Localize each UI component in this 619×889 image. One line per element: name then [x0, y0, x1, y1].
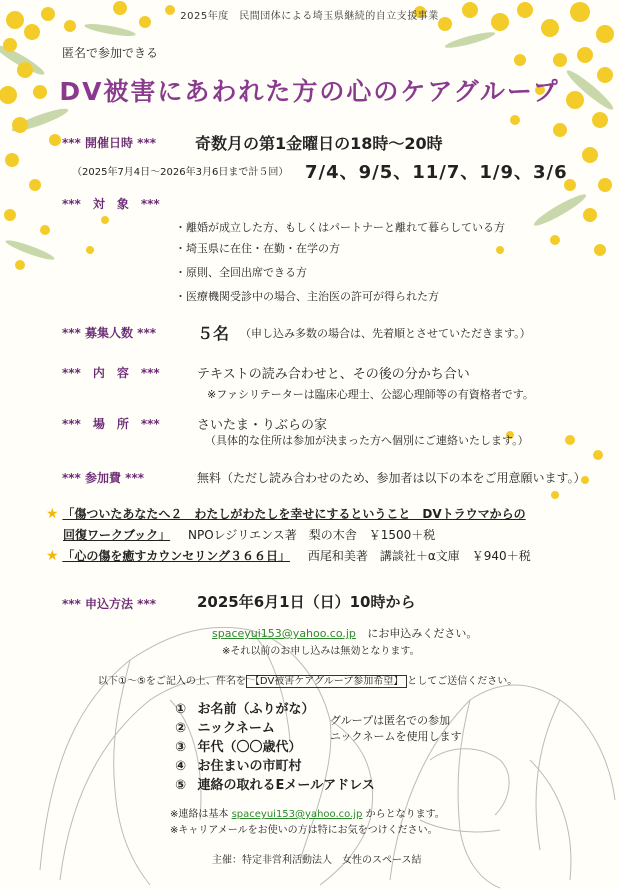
- item-number: ⑤: [175, 778, 187, 793]
- carrier-note: ※キャリアメールをお使いの方は特にお気をつけください。: [170, 825, 438, 836]
- schedule-dates: 7/4、9/5、11/7、1/9、3/6: [305, 162, 568, 183]
- book-1-line-1: [46, 505, 526, 522]
- capacity-label: *** 募集人数 ***: [62, 326, 157, 340]
- item-number: ①: [175, 702, 187, 717]
- target-item: ・離婚が成立した方、もしくはパートナーと離れて暮らしている方: [175, 221, 505, 234]
- schedule-label: *** 開催日時 ***: [62, 136, 157, 150]
- program-caption: 2025年度 民間団体による埼玉県継続的自立支援事業: [180, 11, 439, 22]
- page-title: DV被害にあわれた方の心のケアグループ: [59, 77, 560, 106]
- contact-post: からとなります。: [365, 809, 445, 820]
- instruction-post: としてご送信ください。: [407, 676, 518, 687]
- apply-item: [175, 774, 375, 793]
- item-number: ②: [175, 721, 187, 736]
- item-text: お名前（ふりがな）: [197, 702, 315, 717]
- contact-email-link[interactable]: spaceyui153@yahoo.co.jp: [231, 809, 363, 820]
- book-1-line-2: [63, 526, 435, 543]
- schedule-text: 奇数月の第1金曜日の18時～20時: [195, 134, 443, 153]
- fee-text: 無料（ただし読み合わせのため、参加者は以下の本をご用意願います。）: [197, 471, 586, 485]
- item-text: 連絡の取れるEメールアドレス: [197, 778, 375, 793]
- side-note-1: グループは匿名での参加: [330, 714, 451, 727]
- item-text: ニックネーム: [197, 721, 275, 736]
- place-label: *** 場 所 ***: [62, 417, 160, 431]
- book-1-publisher: NPOレジリエンス著 梨の木舎 ￥1500＋税: [188, 528, 436, 542]
- apply-email-line: [212, 625, 477, 641]
- apply-instruction: [98, 672, 517, 687]
- instruction-subject: 【DV被害ケアグループ参加希望】: [246, 675, 407, 688]
- target-item: ・埼玉県に在住・在勤・在学の方: [175, 242, 340, 255]
- target-item: ・医療機関受診中の場合、主治医の許可が得られた方: [175, 290, 439, 303]
- book-2-publisher: 西尾和美著 講談社＋α文庫 ￥940＋税: [307, 549, 531, 563]
- item-number: ③: [175, 740, 187, 755]
- apply-item: [175, 698, 315, 717]
- anonymous-note: 匿名で参加できる: [62, 46, 159, 60]
- item-text: 年代（〇〇歳代）: [197, 740, 302, 755]
- apply-start: 2025年6月1日（日）10時から: [197, 593, 416, 611]
- contact-note: [170, 805, 445, 820]
- content-label: *** 内 容 ***: [62, 366, 160, 380]
- place-text: さいたま・りぶらの家: [197, 418, 328, 433]
- line-drawing: [40, 627, 615, 888]
- star-icon: ★: [46, 548, 59, 564]
- organizer: 主催：特定非営利活動法人 女性のスペース結: [212, 855, 422, 866]
- item-number: ④: [175, 759, 187, 774]
- target-label: *** 対 象 ***: [62, 197, 160, 211]
- capacity-note: （申し込み多数の場合は、先着順とさせていただきます。）: [240, 327, 531, 340]
- apply-email-link[interactable]: spaceyui153@yahoo.co.jp: [212, 627, 356, 640]
- book-1-title: 「傷ついたあなたへ２ わたしがわたしを幸せにするということ DVトラウマからの: [62, 507, 526, 521]
- apply-item: [175, 736, 302, 755]
- capacity-value: ５名: [197, 324, 230, 343]
- apply-item: [175, 717, 275, 736]
- apply-label: *** 申込方法 ***: [62, 597, 157, 611]
- contact-pre: ※連絡は基本: [170, 809, 229, 820]
- content-text: テキストの読み合わせと、その後の分かち合い: [197, 367, 470, 382]
- fee-label: *** 参加費 ***: [62, 471, 145, 485]
- apply-email-suffix: にお申込みください。: [367, 627, 478, 640]
- place-note: （具体的な住所は参加が決まった方へ個別にご連絡いたします。）: [205, 434, 529, 447]
- target-item: ・原則、全回出席できる方: [175, 266, 307, 279]
- apply-note: ※それ以前のお申し込みは無効となります。: [222, 646, 420, 657]
- schedule-range: （2025年7月4日～2026年3月6日まで計５回）: [72, 167, 289, 178]
- instruction-pre: 以下①～⑤をご記入の上、件名を: [98, 676, 246, 687]
- apply-item: [175, 755, 302, 774]
- book-2-line: [46, 547, 531, 564]
- book-1-title-cont: 回復ワークブック」: [63, 528, 171, 542]
- item-text: お住まいの市町村: [197, 759, 302, 774]
- book-2-title: 「心の傷を癒すカウンセリング３６６日」: [62, 549, 291, 563]
- content-note: ※ファシリテーターは臨床心理士、公認心理師等の有資格者です。: [207, 388, 534, 401]
- star-icon: ★: [46, 506, 59, 522]
- side-note-2: ニックネームを使用します: [330, 730, 462, 743]
